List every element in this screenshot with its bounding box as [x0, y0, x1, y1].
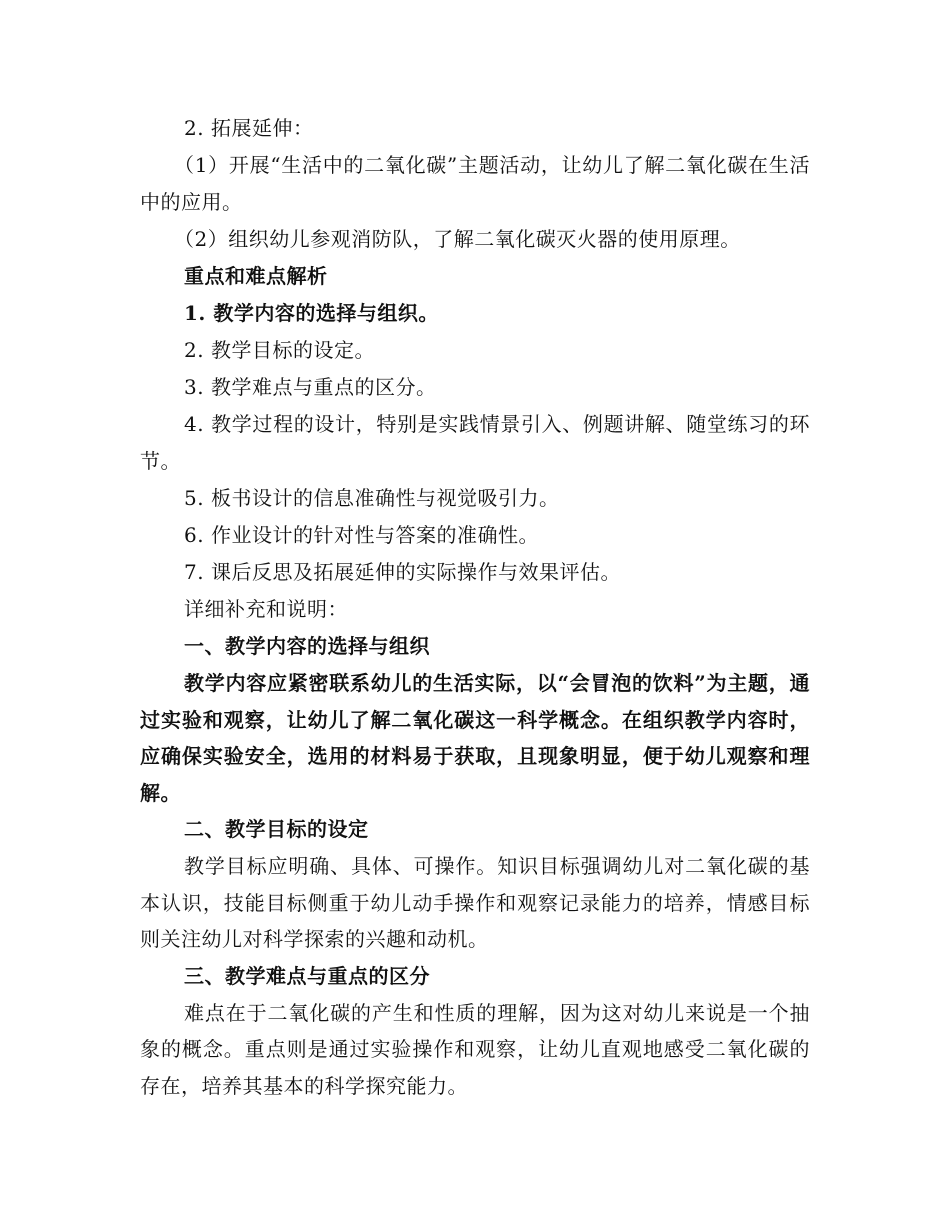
detail-paragraph-3: 难点在于二氧化碳的产生和性质的理解，因为这对幼儿来说是一个抽象的概念。重点则是通过实验操作和观察，让幼儿直观地感受二氧化碳的存在，培养其基本的科学探究能力。	[140, 1000, 810, 1098]
key-point-item-6: 6. 作业设计的针对性与答案的准确性。	[184, 523, 539, 547]
subsection-heading-extension: 2. 拓展延伸：	[184, 116, 314, 140]
detail-heading-3: 三、教学难点与重点的区分	[184, 963, 430, 988]
key-point-item-3: 3. 教学难点与重点的区分。	[184, 375, 437, 399]
key-point-item-4: 4. 教学过程的设计，特别是实践情景引入、例题讲解、随堂练习的环节。	[140, 412, 810, 473]
detail-heading-2: 二、教学目标的设定	[184, 817, 369, 841]
detail-heading-1: 一、教学内容的选择与组织	[184, 634, 430, 658]
document-body	[140, 110, 810, 1104]
key-point-item-5: 5. 板书设计的信息准确性与视觉吸引力。	[184, 486, 560, 510]
section-heading-key-points: 重点和难点解析	[184, 264, 328, 288]
key-point-item-7: 7. 课后反思及拓展延伸的实际操作与效果评估。	[184, 560, 621, 584]
extension-item-2: （2）组织幼儿参观消防队，了解二氧化碳灭火器的使用原理。	[174, 227, 741, 251]
section-heading-details: 详细补充和说明：	[184, 597, 348, 621]
detail-paragraph-1: 教学内容应紧密联系幼儿的生活实际，以“会冒泡的饮料”为主题，通过实验和观察，让幼儿了解二氧化碳这一科学概念。在组织教学内容时，应确保实验安全，选用的材料易于获取，且现象明显，便于幼儿观察和理解。	[140, 671, 810, 805]
detail-paragraph-2: 教学目标应明确、具体、可操作。知识目标强调幼儿对二氧化碳的基本认识，技能目标侧重于幼儿动手操作和观察记录能力的培养，情感目标则关注幼儿对科学探索的兴趣和动机。	[140, 854, 810, 951]
key-point-item-2: 2. 教学目标的设定。	[184, 338, 375, 362]
extension-item-1: （1）开展“生活中的二氧化碳”主题活动，让幼儿了解二氧化碳在生活中的应用。	[140, 153, 810, 214]
key-point-item-1: 1. 教学内容的选择与组织。	[184, 301, 439, 325]
